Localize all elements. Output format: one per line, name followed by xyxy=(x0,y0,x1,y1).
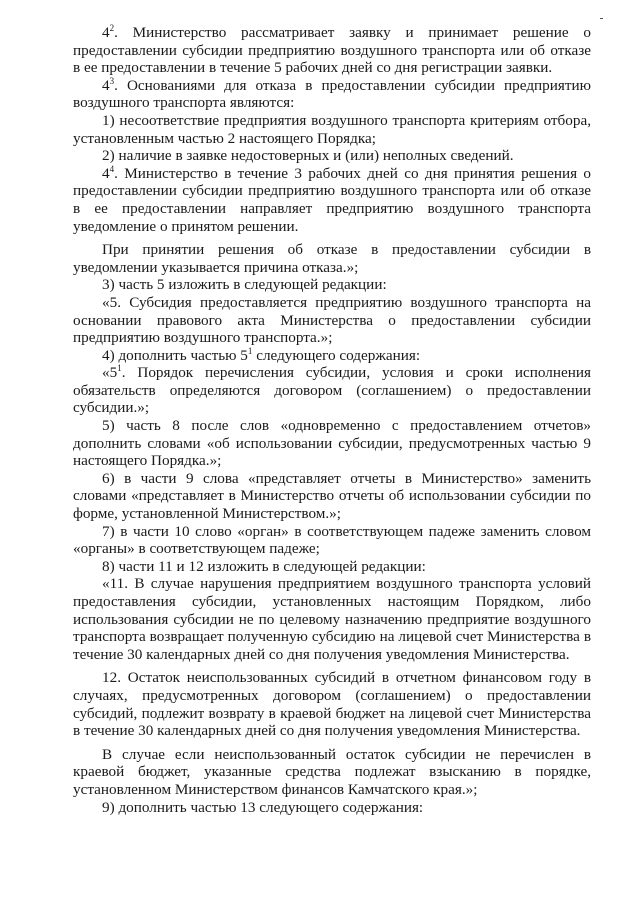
paragraph-amend-6: 6) в части 9 слова «представляет отчеты в Министерство» заменить словами «представляет в Министерство отчеты об использовании субсидии по форме, установленной Министерством.»; xyxy=(73,469,591,523)
paragraph-part-5: «5. Субсидия предоставляется предприятию воздушного транспорта на основании правового акта Министерства о предоставлении субсидии предприятию воздушного транспорта.»; xyxy=(73,293,591,347)
paragraph-amend-3: 3) часть 5 изложить в следующей редакции: xyxy=(102,276,387,294)
paragraph-amend-4: 4) дополнить частью $5^1$ следующего содержания: xyxy=(102,345,421,364)
paragraph-part-11: «11. В случае нарушения предприятием воздушного транспорта условий предоставления субсидии, установленных настоящим Порядком, либо использования субсидии не по целевому назначению предприятие воздушного транспорта возвращает полученную субсидию на лицевой счет Министерства в течение 30 календарных дней со дня получения уведомления Министерства. xyxy=(73,575,591,663)
paragraph-item-1: 1) несоответствие предприятия воздушного транспорта критериям отбора, установленным частью 2 настоящего Порядка; xyxy=(73,111,591,147)
paragraph-4-2: $4^2$. Министерство рассматривает заявку и принимает решение о предоставлении субсидии предприятию воздушного транспорта или об отказе в ее предоставлении в течение 5 рабочих дней со дня регистрации заявки. xyxy=(73,23,591,77)
scan-mark xyxy=(600,18,603,19)
paragraph-recovery: В случае если неиспользованный остаток субсидии не перечислен в краевой бюджет, указанные средства подлежат взысканию в порядке, установленном Министерством финансов Камчатского края.»; xyxy=(73,745,591,798)
paragraph-refusal-reason: При принятии решения об отказе в предоставлении субсидии в уведомлении указывается причина отказа.»; xyxy=(73,241,591,276)
paragraph-amend-8: 8) части 11 и 12 изложить в следующей редакции: xyxy=(102,557,426,575)
paragraph-part-12: 12. Остаток неиспользованных субсидий в отчетном финансовом году в случаях, предусмотренных договором (соглашением) о предоставлении субсидий, подлежит возврату в краевой бюджет на лицевой счет Министерства в течение 30 календарных дней со дня получения уведомления Министерства. xyxy=(73,669,591,740)
document-body xyxy=(73,24,591,816)
paragraph-item-2: 2) наличие в заявке недостоверных и (или) неполных сведений. xyxy=(102,147,514,165)
paragraph-amend-5: 5) часть 8 после слов «одновременно с предоставлением отчетов» дополнить словами «об использовании субсидии, предусмотренных частью 9 настоящего Порядка.»; xyxy=(73,417,591,470)
paragraph-amend-9: 9) дополнить частью 13 следующего содержания: xyxy=(102,798,424,816)
paragraph-4-4: $4^4$. Министерство в течение 3 рабочих дней со дня принятия решения о предоставлении субсидии предприятию воздушного транспорта или об отказе в ее предоставлении направляет предприятию воздушного транспорта уведомление о принятом решении. xyxy=(73,163,591,235)
paragraph-4-3: $4^3$. Основаниями для отказа в предоставлении субсидии предприятию воздушного транспорта являются: xyxy=(73,75,591,112)
paragraph-part-5-1: «$5^1$. Порядок перечисления субсидии, условия и сроки исполнения обязательств определяются договором (соглашением) о предоставлении субсидии.»; xyxy=(73,363,591,417)
paragraph-amend-7: 7) в части 10 слово «орган» в соответствующем падеже заменить словом «органы» в соответствующем падеже; xyxy=(73,522,591,558)
